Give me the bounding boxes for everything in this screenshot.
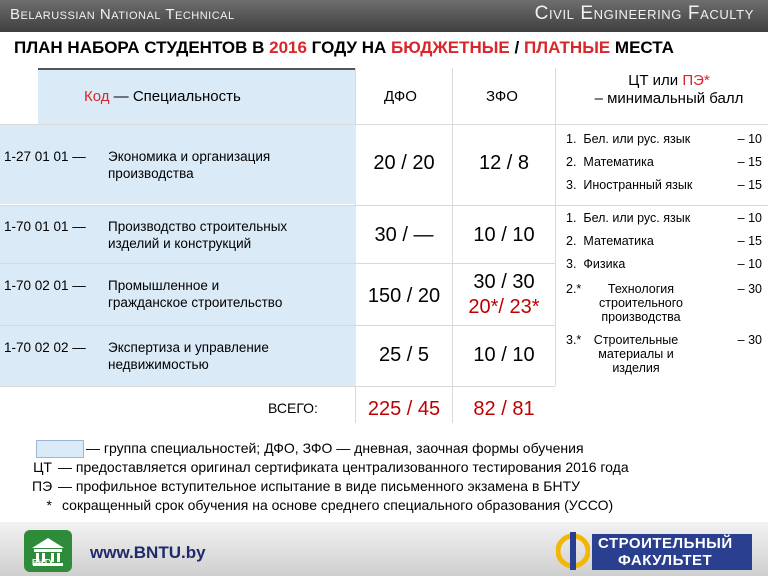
legend-ct-label: ЦТ bbox=[33, 459, 52, 475]
faculty-logo-line-1: СТРОИТЕЛЬНЫЙ bbox=[598, 535, 733, 552]
row-4-specialty bbox=[4, 339, 354, 373]
row-2-name-line2: изделий и конструкций bbox=[108, 236, 252, 251]
row-2-dfo: 30 / — bbox=[374, 224, 434, 246]
title-part2: ГОДУ НА bbox=[306, 38, 391, 57]
row-2-name-line1: Производство строительных bbox=[108, 219, 288, 234]
subject-2-3: 3. Физика – 10 bbox=[566, 257, 762, 271]
header-ct-label: ЦТ или bbox=[628, 72, 683, 89]
legend-line-1: — группа специальностей; ДФО, ЗФО — дневная, заочная формы обучения bbox=[86, 440, 584, 456]
header-min-score-label: – минимальный балл bbox=[594, 90, 744, 107]
header-pe-label: ПЭ* bbox=[682, 72, 710, 89]
header-specialty-label: — Специальность bbox=[109, 88, 241, 105]
faculty-name: Civil Engineering Faculty bbox=[534, 3, 754, 24]
subject-1-2: 2. Математика – 15 bbox=[566, 155, 762, 169]
legend-line-3: — профильное вступительное испытание в виде письменного экзамена в БНТУ bbox=[58, 478, 581, 494]
row-divider-1 bbox=[0, 124, 768, 125]
title-part3: МЕСТА bbox=[610, 38, 674, 57]
row-2-zfo: 10 / 10 bbox=[473, 224, 535, 246]
row-3-zfo: 30 / 30 bbox=[473, 271, 535, 293]
title-paid: ПЛАТНЫЕ bbox=[523, 38, 611, 57]
row-1-name-line2: производства bbox=[108, 166, 194, 181]
subject-2-alt-technology: 2.* Технология строительного производства – 30 bbox=[566, 282, 762, 324]
row-4-zfo: 10 / 10 bbox=[473, 344, 535, 366]
subjects-group-1 bbox=[566, 132, 762, 201]
legend-line-2: — предоставляется оригинал сертификата централизованного тестирования 2016 года bbox=[58, 459, 629, 475]
page-title bbox=[14, 38, 674, 58]
header-ct-pe bbox=[574, 72, 764, 108]
subjects-group-2 bbox=[566, 211, 762, 277]
row-4-name-line1: Экспертиза и управление bbox=[108, 340, 269, 355]
row-3-zfo-reduced: 20*/ 23* bbox=[468, 296, 540, 318]
subject-2-1: 1. Бел. или рус. язык – 10 bbox=[566, 211, 762, 225]
row-3-name-line1: Промышленное и bbox=[108, 278, 220, 293]
row-1-dfo: 20 / 20 bbox=[373, 152, 435, 174]
column-divider-3 bbox=[555, 68, 556, 386]
row-4-name-line2: недвижимостью bbox=[108, 357, 209, 372]
row-divider-2 bbox=[0, 205, 768, 206]
legend-pe-label: ПЭ bbox=[32, 478, 53, 494]
row-3-code: 1-70 02 01 — bbox=[4, 278, 86, 293]
total-dfo: 225 / 45 bbox=[367, 398, 441, 420]
row-4-dfo: 25 / 5 bbox=[378, 344, 430, 366]
title-part1: ПЛАН НАБОРА СТУДЕНТОВ В bbox=[14, 38, 270, 57]
row-1-code: 1-27 01 01 — bbox=[4, 149, 86, 164]
subject-2-2: 2. Математика – 15 bbox=[566, 234, 762, 248]
header-code-specialty bbox=[84, 88, 241, 105]
row-4-code: 1-70 02 02 — bbox=[4, 340, 86, 355]
row-1-zfo: 12 / 8 bbox=[478, 152, 530, 174]
title-slash: / bbox=[509, 38, 524, 57]
legend-line-4: сокращенный срок обучения на основе среднего специального образования (УССО) bbox=[62, 497, 614, 513]
subject-1-3: 3. Иностранный язык – 15 bbox=[566, 178, 762, 192]
header-dfo: ДФО bbox=[384, 88, 417, 105]
university-name: Belarussian National Technical bbox=[10, 6, 235, 23]
row-divider-5 bbox=[0, 386, 555, 387]
bntu-logo-text: БНТУ bbox=[32, 558, 54, 567]
subject-1-1: 1. Бел. или рус. язык – 10 bbox=[566, 132, 762, 146]
row-1-specialty bbox=[4, 148, 354, 182]
subject-2-alt-materials: 3.* Строительные материалы и изделия – 30 bbox=[566, 333, 762, 375]
title-budget: БЮДЖЕТНЫЕ bbox=[390, 38, 510, 57]
legend-star-label: * bbox=[46, 497, 52, 513]
row-divider-3 bbox=[0, 263, 555, 264]
faculty-logo-line-2: ФАКУЛЬТЕТ bbox=[618, 552, 713, 569]
row-2-code: 1-70 01 01 — bbox=[4, 219, 86, 234]
civil-faculty-logo bbox=[556, 528, 590, 574]
row-divider-4 bbox=[0, 325, 555, 326]
row-3-dfo: 150 / 20 bbox=[367, 285, 441, 307]
row-2-specialty bbox=[4, 218, 354, 252]
top-header-bar bbox=[0, 0, 768, 32]
faculty-emblem-icon bbox=[556, 528, 590, 574]
row-1-name-line1: Экономика и организация bbox=[108, 149, 271, 164]
legend-swatch bbox=[36, 440, 84, 458]
title-year: 2016 bbox=[269, 38, 307, 57]
website-link[interactable]: www.BNTU.by bbox=[90, 543, 206, 562]
header-zfo: ЗФО bbox=[486, 88, 518, 105]
header-code-label: Код bbox=[84, 88, 110, 105]
row-3-name-line2: гражданское строительство bbox=[108, 295, 283, 310]
row-3-specialty bbox=[4, 277, 354, 311]
total-label: ВСЕГО: bbox=[268, 400, 318, 416]
total-zfo: 82 / 81 bbox=[473, 398, 535, 420]
